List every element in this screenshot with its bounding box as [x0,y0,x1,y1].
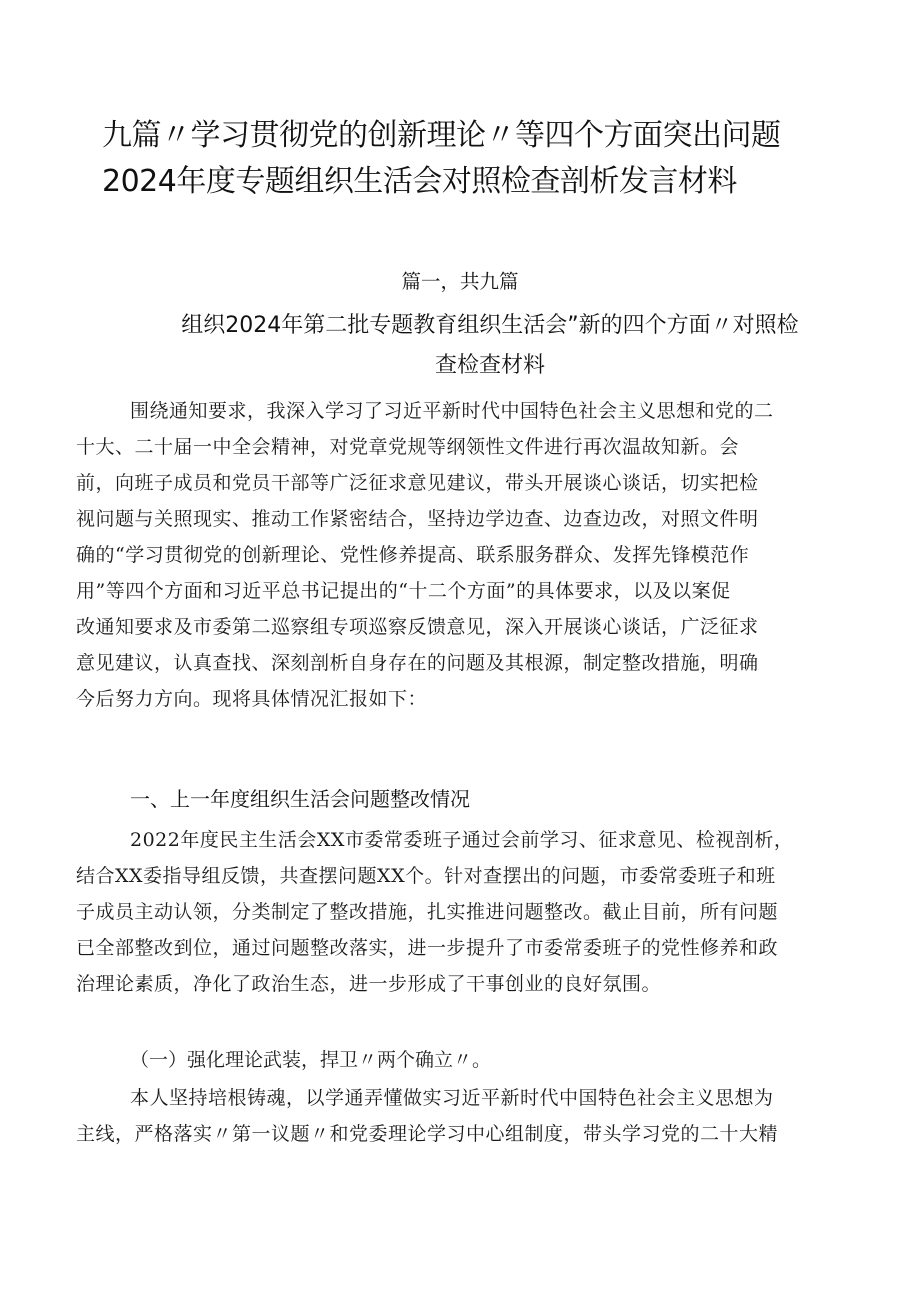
document-title-line-1: 九篇〃学习贯彻党的创新理论〃等四个方面突出问题 [102,118,781,153]
intro-line: 意见建议，认真查找、深刻剖析自身存在的问题及其根源，制定整改措施，明确 [76,652,759,674]
article-title [130,306,850,386]
article-title-line-2: 查检查材料 [434,353,545,378]
intro-paragraph [76,393,866,717]
subsection-1-paragraph [76,1080,866,1152]
intro-line: 用”等四个方面和习近平总书记提出的“十二个方面”的具体要求，以及以案促 [76,580,731,602]
section-1-line: 治理论素质，净化了政治生态，进一步形成了干事创业的良好氛围。 [76,973,662,995]
section-1-paragraph [76,822,866,1002]
section-1-heading: 一、上一年度组织生活会问题整改情况 [130,787,470,811]
intro-line: 今后努力方向。现将具体情况汇报如下： [76,688,428,710]
intro-line: 十大、二十届一中全会精神，对党章党规等纲领性文件进行再次温故知新。会 [76,436,740,458]
section-1-line: 结合XX委指导组反馈，共查摆问题XX个。针对查摆出的问题，市委常委班子和班 [76,865,776,887]
document-title [102,113,882,205]
document-title-line-2: 2024年度专题组织生活会对照检查剖析发言材料 [102,164,737,199]
section-1-line: 子成员主动认领，分类制定了整改措施，扎实推进问题整改。截止目前，所有问题 [76,901,779,923]
section-1-line: 已全部整改到位，通过问题整改落实，进一步提升了市委常委班子的党性修养和政 [76,937,779,959]
intro-line: 视问题与关照现实、推动工作紧密结合，坚持边学边查、边查边改，对照文件明 [76,508,759,530]
subsection-1-line: 本人坚持培根铸魂，以学通弄懂做实习近平新时代中国特色社会主义思想为 [130,1087,774,1109]
article-title-line-1: 组织2024年第二批专题教育组织生活会”新的四个方面〃对照检 [181,313,799,338]
subsection-1-line: 主线，严格落实〃第一议题〃和党委理论学习中心组制度，带头学习党的二十大精 [76,1123,779,1145]
part-label: 篇一，共九篇 [401,270,519,293]
intro-line: 围绕通知要求，我深入学习了习近平新时代中国特色社会主义思想和党的二 [130,400,774,422]
subsection-1-heading: （一）强化理论武装，捍卫〃两个确立〃。 [130,1049,492,1071]
intro-line: 改通知要求及市委第二巡察组专项巡察反馈意见，深入开展谈心谈话，广泛征求 [76,616,759,638]
intro-line: 前，向班子成员和党员干部等广泛征求意见建议，带头开展谈心谈话，切实把检 [76,472,759,494]
section-1-line: 2022年度民主生活会XX市委常委班子通过会前学习、征求意见、检视剖析， [130,829,794,851]
intro-line: 确的“学习贯彻党的创新理论、党性修养提高、联系服务群众、发挥先锋模范作 [76,544,750,566]
